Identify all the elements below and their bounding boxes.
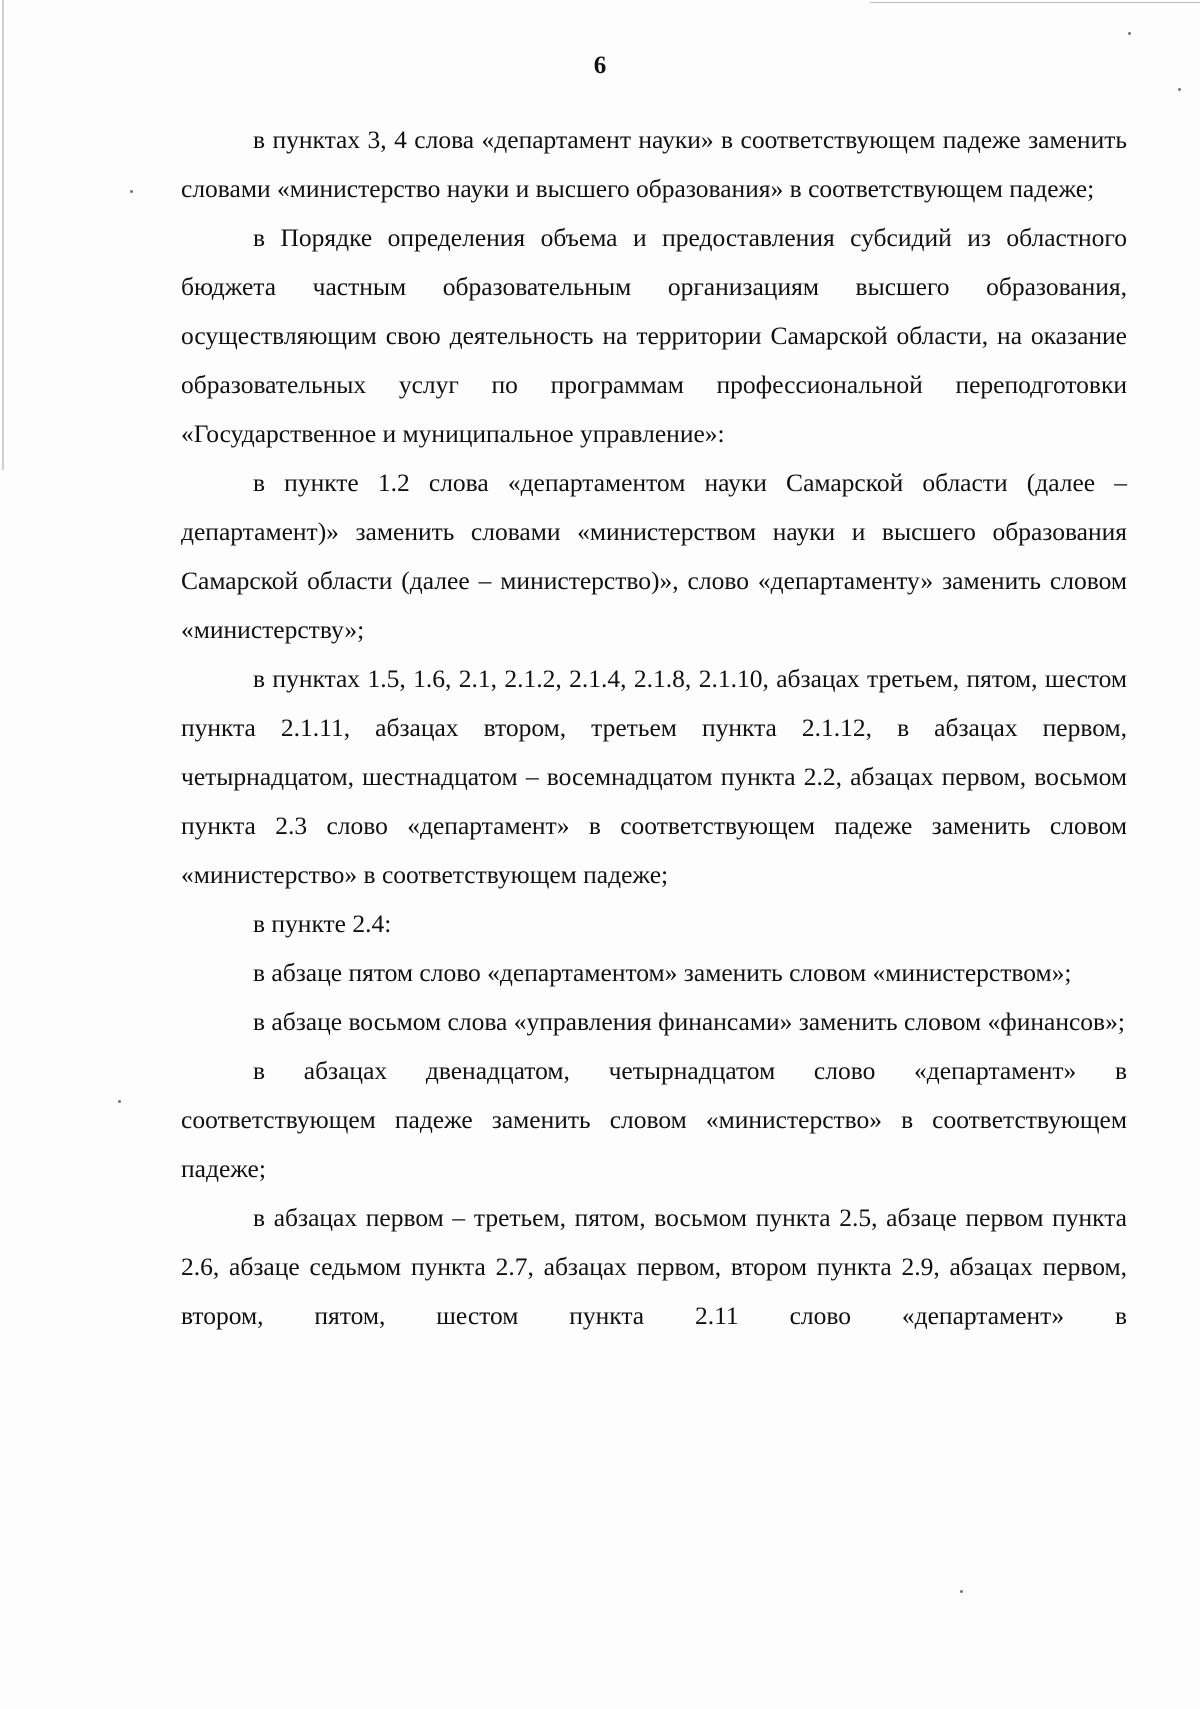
paragraph: в абзацах первом – третьем, пятом, восьмом пункта 2.5, абзаце первом пункта 2.6, абзаце седьмом пункта 2.7, абзацах первом, втором пункта 2.9, абзацах первом, втором, пятом, шестом пункта 2.11 слово «департамент» в [181,1203,1127,1330]
paragraph: в абзаце восьмом слова «управления финансами» заменить словом «финансов»; [253,1007,1125,1036]
paragraph: в пунктах 3, 4 слова «департамент науки» в соответствующем падеже заменить словами «министерство науки и высшего образования» в соответствующем падеже; [181,125,1127,203]
paragraph: в пункте 2.4: [253,909,392,938]
paragraph: в пункте 1.2 слова «департаментом науки Самарской области (далее – департамент)» заменить словами «министерством науки и высшего образования Самарской области (далее – министерство)», слово «департаменту» заменить словом «министерству»; [181,468,1127,644]
scan-speck [130,190,133,193]
document-body [181,115,1127,1340]
paragraph: в пунктах 1.5, 1.6, 2.1, 2.1.2, 2.1.4, 2.1.8, 2.1.10, абзацах третьем, пятом, шестом пункта 2.1.11, абзацах втором, третьем пункта 2.1.12, в абзацах первом, четырнадцатом, шестнадцатом – восемнадцатом пункта 2.2, абзацах первом, восьмом пункта 2.3 слово «департамент» в соответствующем падеже заменить словом «министерство» в соответствующем падеже; [181,664,1127,889]
paragraph: в абзацах двенадцатом, четырнадцатом слово «департамент» в соответствующем падеже заменить словом «министерство» в соответствующем падеже; [181,1056,1127,1183]
scan-edge-top [870,2,1200,3]
paragraph: в Порядке определения объема и предоставления субсидий из областного бюджета частным образовательным организациям высшего образования, осуществляющим свою деятельность на территории Самарской области, на оказание образовательных услуг по программам профессиональной переподготовки «Государственное и муниципальное управление»: [181,223,1127,448]
scan-speck [118,1100,121,1103]
scan-speck [960,1590,963,1593]
page-number: 6 [593,52,607,79]
paragraph: в абзаце пятом слово «департаментом» заменить словом «министерством»; [253,958,1072,987]
scan-speck [1128,32,1131,35]
scan-speck [1178,88,1181,91]
